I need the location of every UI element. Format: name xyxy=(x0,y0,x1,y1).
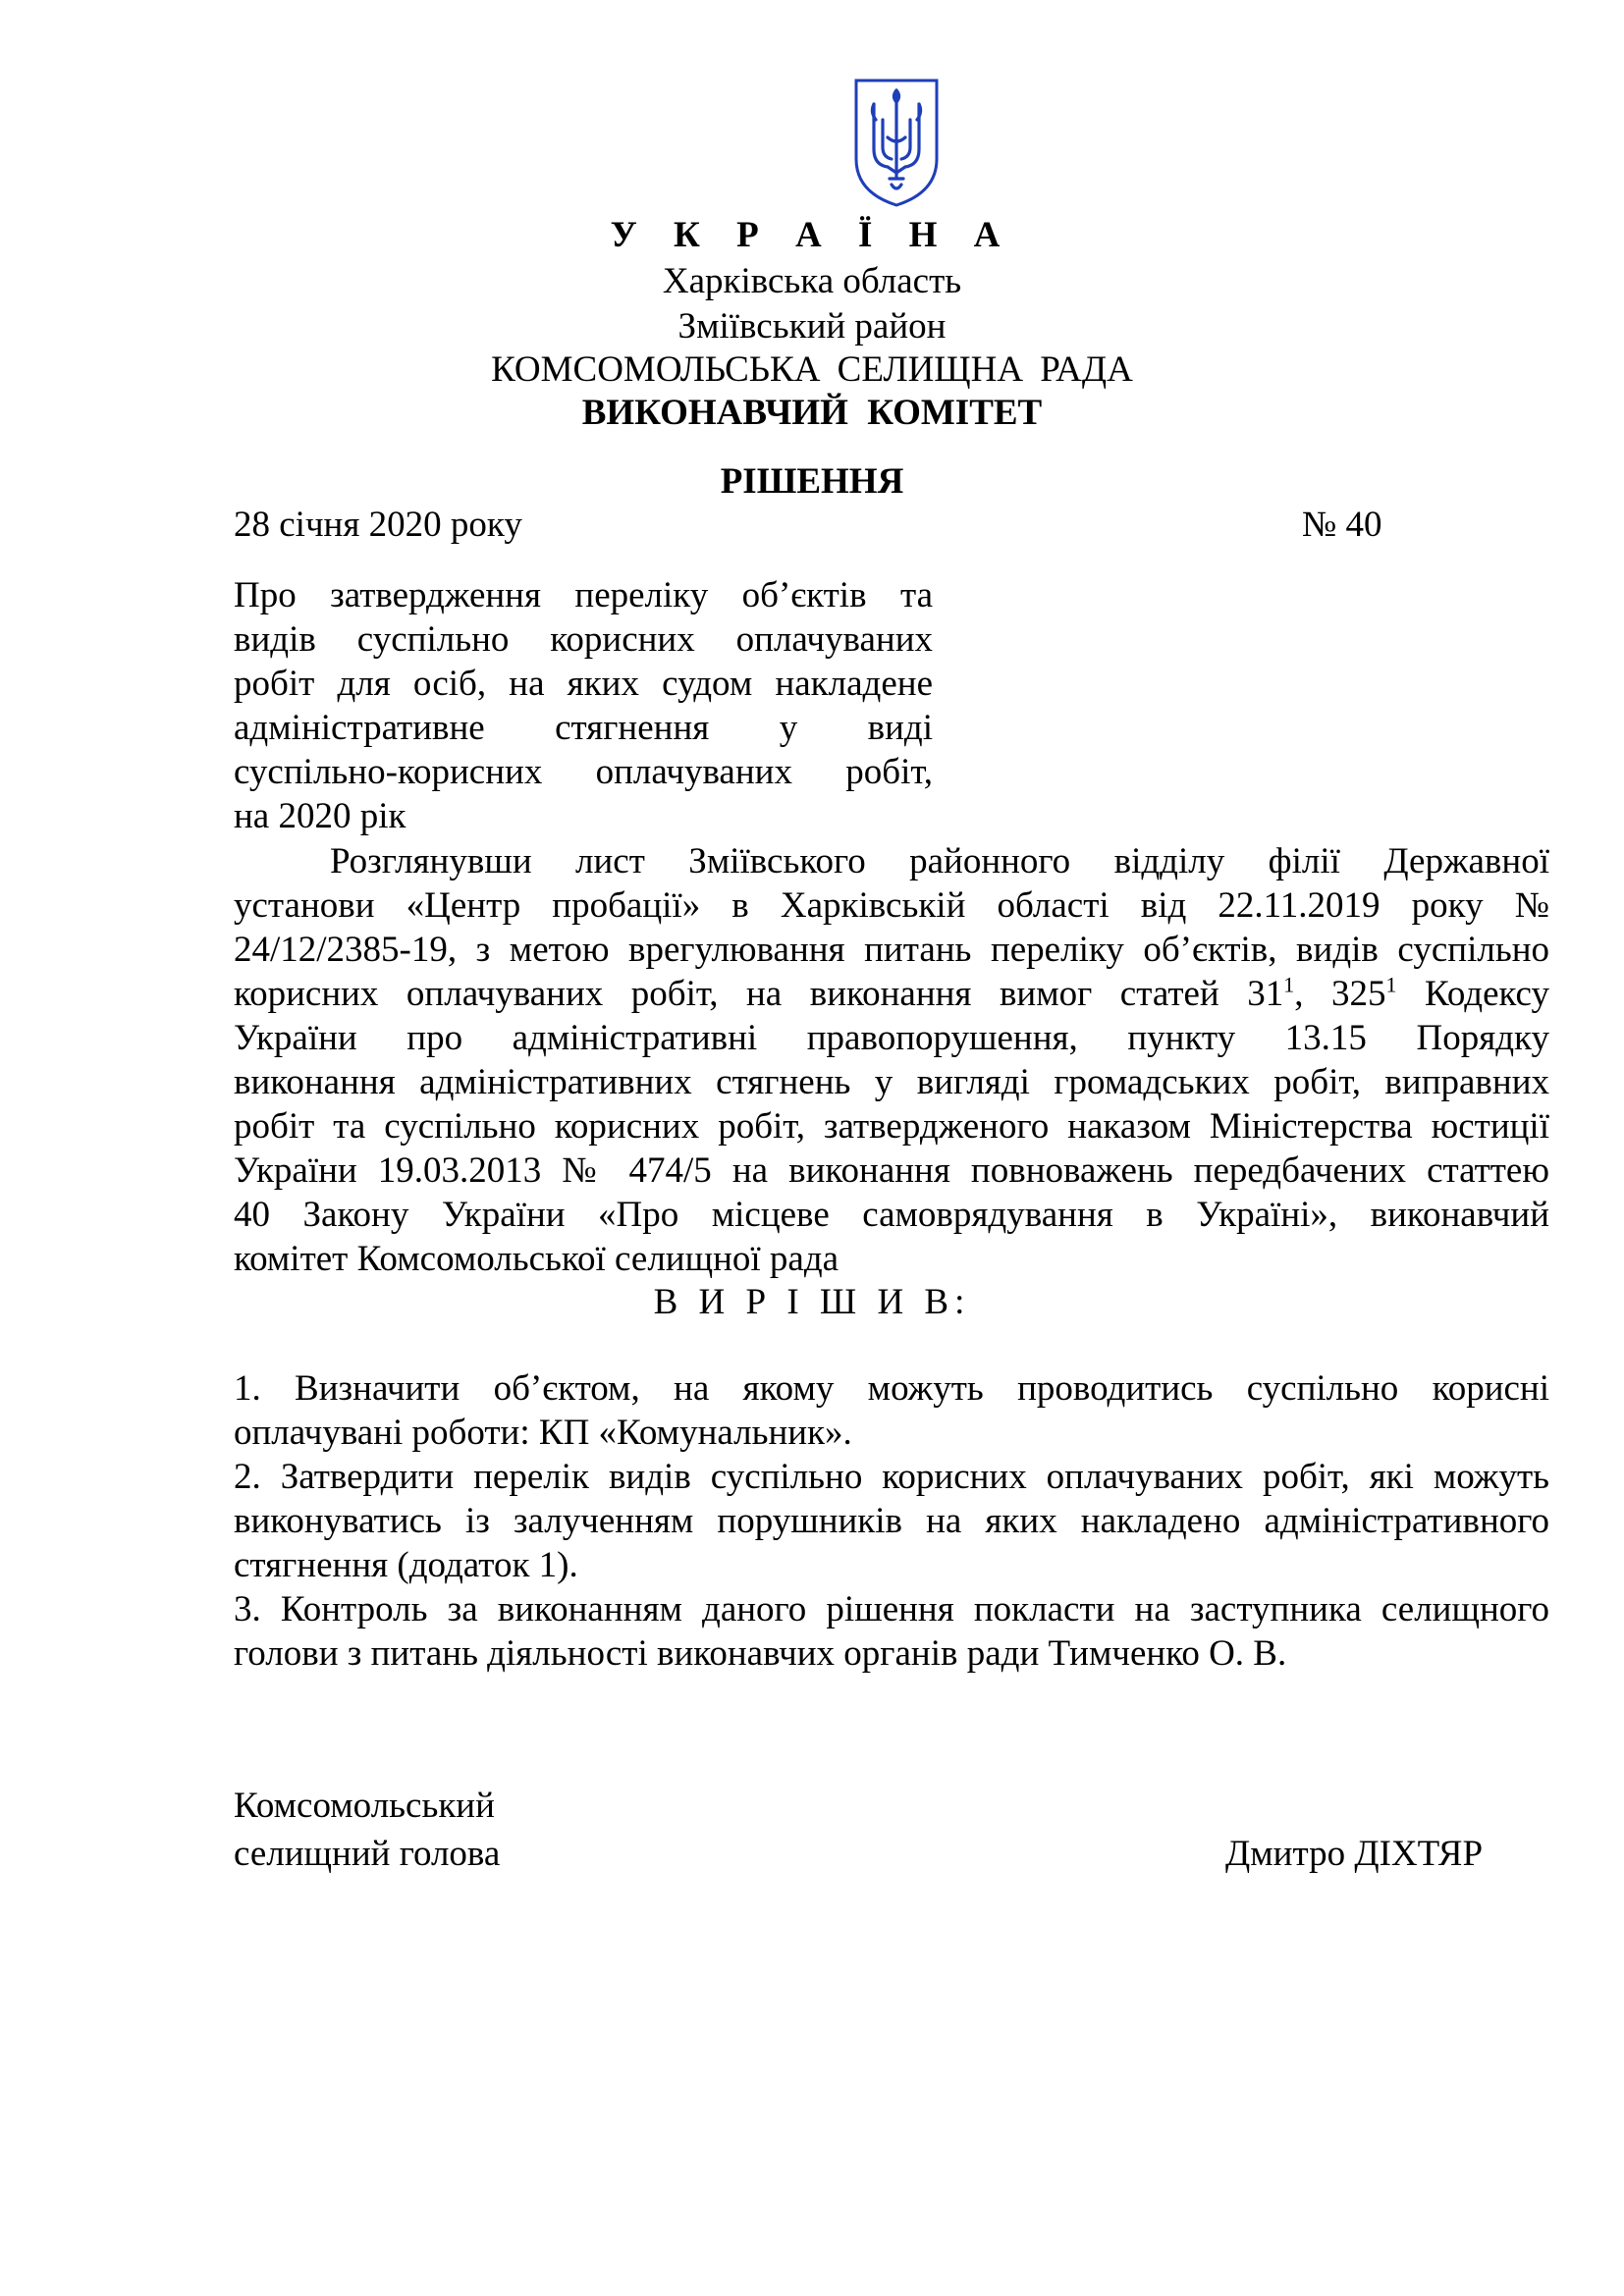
signatory-position-line: селищний голова xyxy=(234,1834,501,1874)
superscript: 1 xyxy=(1283,972,1295,997)
document-subject xyxy=(234,573,933,838)
document-date: 28 січня 2020 року xyxy=(234,505,522,545)
decision-item-line: голови з питань діяльності виконавчих органів ради Тимченко О. В. xyxy=(234,1633,1287,1674)
decision-item-line: стягнення (додаток 1). xyxy=(234,1545,578,1585)
coat-of-arms-icon xyxy=(852,77,941,209)
decision-item-line: 1. Визначити об’єктом, на якому можуть проводитись суспільно корисні xyxy=(234,1368,1549,1409)
subject-line: робіт для осіб, на яких судом накладене xyxy=(234,664,933,704)
subject-line: суспільно-корисних оплачуваних робіт, xyxy=(234,752,933,792)
preamble-line: України 19.03.2013 № 474/5 на виконання повноважень передбачених статтею xyxy=(234,1150,1549,1191)
subject-line: Про затвердження переліку об’єктів та xyxy=(234,575,933,615)
decided-heading: В И Р І Ш И В: xyxy=(653,1282,971,1322)
preamble-line: України про адміністративні правопорушення, пункту 13.15 Порядку xyxy=(234,1018,1549,1058)
document-number: № 40 xyxy=(1302,505,1382,545)
preamble-line: 40 Закону України «Про місцеве самоврядування в Україні», виконавчий xyxy=(234,1195,1549,1235)
preamble-line: комітет Комсомольської селищної рада xyxy=(234,1239,839,1279)
decision-item-line: оплачувані роботи: КП «Комунальник». xyxy=(234,1413,852,1453)
district-name: Зміївський район xyxy=(677,306,947,347)
subject-line: на 2020 рік xyxy=(234,796,406,836)
committee-name: ВИКОНАВЧИЙ КОМІТЕТ xyxy=(581,393,1043,433)
decision-items xyxy=(234,1366,1549,1676)
preamble-line: Розглянувши лист Зміївського районного відділу філії Державної xyxy=(330,841,1549,881)
council-name: КОМСОМОЛЬСЬКА СЕЛИЩНА РАДА xyxy=(491,349,1133,390)
document-type: РІШЕННЯ xyxy=(720,461,904,502)
decision-item-line: 3. Контроль за виконанням даного рішення покласти на заступника селищного xyxy=(234,1589,1549,1629)
preamble-text: Кодексу xyxy=(1396,974,1549,1014)
preamble-text: корисних оплачуваних робіт, на виконання вимог статей 31 xyxy=(234,974,1284,1014)
subject-line: адміністративне стягнення у виді xyxy=(234,708,933,748)
preamble-line xyxy=(234,972,1549,1016)
preamble-paragraph xyxy=(234,839,1549,1281)
country-name: У К Р А Ї Н А xyxy=(610,215,1014,255)
signatory-position-line: Комсомольський xyxy=(234,1786,495,1826)
decision-item-line: виконуватись із залученням порушників на яких накладено адміністративного xyxy=(234,1501,1549,1541)
signatory-name: Дмитро ДІХТЯР xyxy=(1225,1834,1484,1874)
preamble-line: установи «Центр пробації» в Харківській області від 22.11.2019 року № xyxy=(234,885,1549,926)
preamble-text: , 325 xyxy=(1294,974,1386,1014)
region-name: Харківська область xyxy=(662,261,962,301)
subject-line: видів суспільно корисних оплачуваних xyxy=(234,619,933,660)
superscript: 1 xyxy=(1385,972,1397,997)
preamble-line: 24/12/2385-19, з метою врегулювання питань переліку об’єктів, видів суспільно xyxy=(234,930,1549,970)
decision-item-line: 2. Затвердити перелік видів суспільно корисних оплачуваних робіт, які можуть xyxy=(234,1457,1549,1497)
preamble-line: робіт та суспільно корисних робіт, затвердженого наказом Міністерства юстиції xyxy=(234,1106,1549,1147)
preamble-line: виконання адміністративних стягнень у вигляді громадських робіт, виправних xyxy=(234,1062,1549,1102)
signatory-position xyxy=(234,1782,500,1878)
